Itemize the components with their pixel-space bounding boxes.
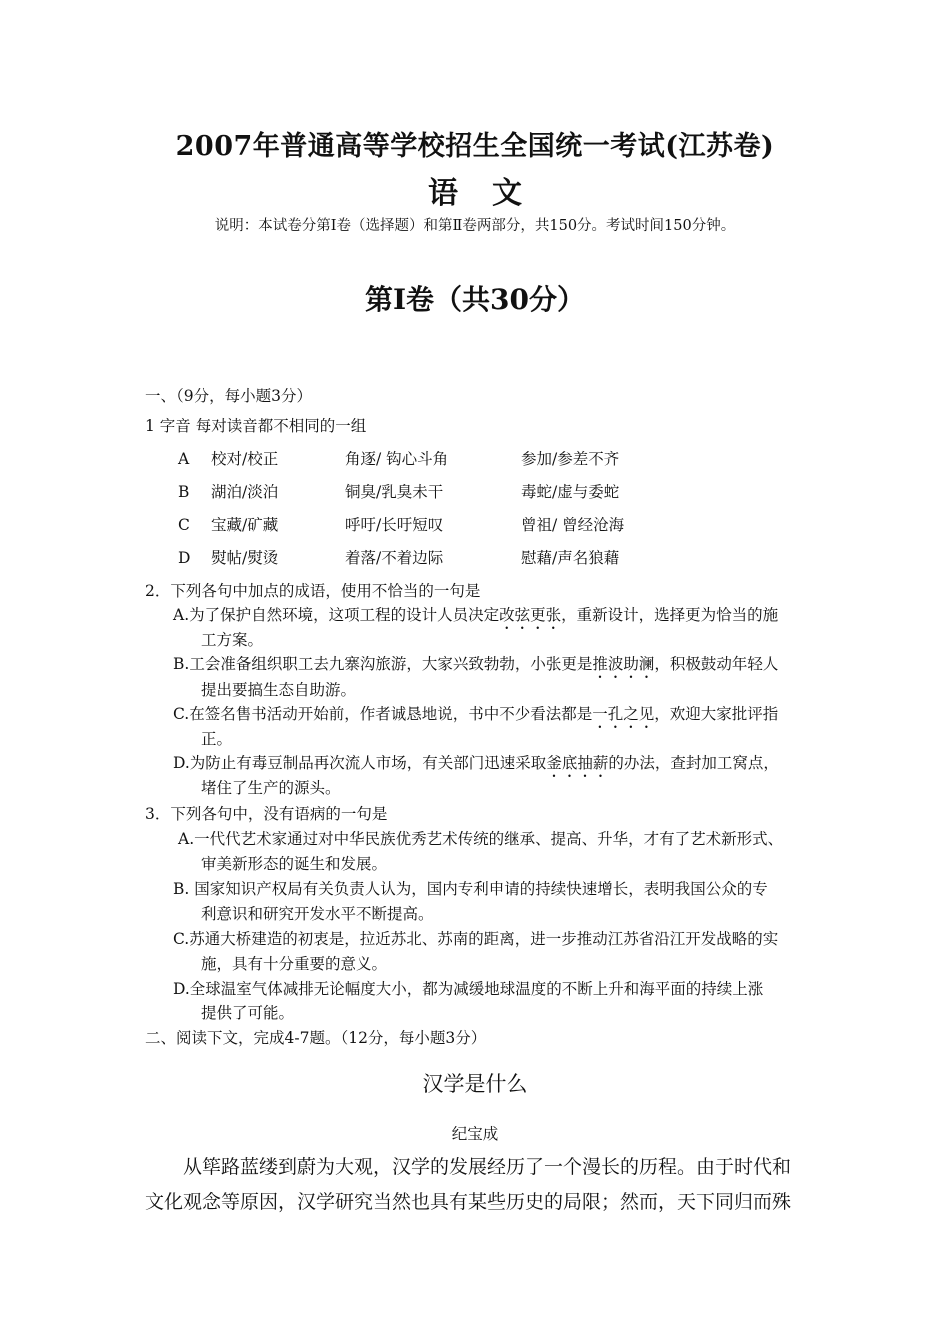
subject-title: 语文 [428, 176, 556, 211]
question-3-option-a-line2: 审美新形态的诞生和发展。 [201, 855, 388, 873]
question-3-option-b-line2: 利意识和研究开发水平不断提高。 [201, 905, 434, 923]
option-letter: B [178, 483, 190, 501]
section-one-heading: 一、（9分，每小题3分） [145, 387, 312, 405]
emphasized-idiom: 一孔之见 [592, 705, 655, 723]
question-3-stem: 3．下列各句中，没有语病的一句是 [145, 805, 388, 823]
option-word-2: 角逐/ 钩心斗角 [345, 450, 449, 468]
option-word-2: 铜臭/乳臭未干 [345, 483, 444, 501]
option-word-3: 慰藉/声名狼藉 [521, 549, 620, 567]
emphasized-idiom: 釜底抽薪 [546, 754, 609, 772]
option-word-1: 熨帖/熨烫 [211, 549, 279, 567]
question-3-option-d-line1: D.全球温室气体减排无论幅度大小，都为减缓地球温度的不断上升和海平面的持续上涨 [173, 980, 764, 998]
question-3-option-d-line2: 提供了可能。 [201, 1004, 295, 1022]
exam-title: 2007年普通高等学校招生全国统一考试(江苏卷) [175, 131, 775, 162]
option-word-2: 呼吁/长吁短叹 [345, 516, 444, 534]
option-text: ，重新设计，选择更为恰当的施 [561, 606, 779, 624]
option-text: ，欢迎大家批评指 [654, 705, 779, 723]
question-2-option-d-line2: 堵住了生产的源头。 [201, 779, 341, 797]
question-3-option-c-line2: 施，具有十分重要的意义。 [201, 955, 388, 973]
emphasized-idiom: 改弦更张 [499, 606, 562, 624]
question-2-option-a-line2: 工方案。 [201, 631, 264, 649]
section-two-heading: 二、阅读下文，完成4-7题。（12分，每小题3分） [145, 1029, 487, 1047]
option-letter: A [178, 450, 190, 468]
question-1-stem: 1 字音 每对读音都不相同的一组 [145, 417, 367, 435]
article-paragraph-line-2: 文化观念等原因，汉学研究当然也具有某些历史的局限；然而，天下同归而殊 [145, 1191, 792, 1213]
article-paragraph-line-1: 从筚路蓝缕到蔚为大观，汉学的发展经历了一个漫长的历程。由于时代和 [183, 1156, 792, 1178]
exam-instructions: 说明：本试卷分第Ⅰ卷（选择题）和第Ⅱ卷两部分，共150分。考试时间150分钟。 [214, 218, 736, 234]
question-3-option-b-line1: B. 国家知识产权局有关负责人认为，国内专利申请的持续快速增长，表明我国公众的专 [173, 880, 768, 898]
question-2-option-a-line1 [173, 604, 778, 633]
option-text: 的办法，查封加工窝点， [608, 754, 779, 772]
question-2-stem: 2．下列各句中加点的成语，使用不恰当的一句是 [145, 582, 481, 600]
question-2-option-b-line2: 提出要搞生态自助游。 [201, 681, 357, 699]
question-2-option-c-line1 [173, 703, 778, 732]
option-letter: D [178, 549, 191, 567]
option-text: ，积极鼓动年轻人 [654, 655, 779, 673]
option-word-1: 湖泊/淡泊 [211, 483, 279, 501]
question-2-option-c-line2: 正。 [201, 730, 233, 748]
option-word-3: 毒蛇/虚与委蛇 [521, 483, 620, 501]
article-author: 纪宝成 [451, 1125, 499, 1143]
part-one-title: 第Ⅰ卷（共30分） [364, 283, 586, 316]
question-2-option-b-line1 [173, 653, 778, 682]
option-word-2: 着落/不着边际 [345, 549, 444, 567]
option-word-3: 曾祖/ 曾经沧海 [521, 516, 625, 534]
emphasized-idiom: 推波助澜 [592, 655, 655, 673]
option-text: D.为防止有毒豆制品再次流人市场，有关部门迅速采取 [173, 754, 547, 772]
option-text: A.为了保护自然环境，这项工程的设计人员决定 [173, 606, 500, 624]
option-word-1: 校对/校正 [211, 450, 279, 468]
article-title: 汉学是什么 [422, 1072, 528, 1096]
option-text: B.工会准备组织职工去九寨沟旅游，大家兴致勃勃，小张更是 [173, 655, 593, 673]
option-word-3: 参加/参差不齐 [521, 450, 620, 468]
option-word-1: 宝藏/矿藏 [211, 516, 279, 534]
question-3-option-a-line1: A.一代代艺术家通过对中华民族优秀艺术传统的继承、提高、升华，才有了艺术新形式、 [178, 830, 784, 848]
question-3-option-c-line1: C.苏通大桥建造的初衷是，拉近苏北、苏南的距离，进一步推动江苏省沿江开发战略的实 [173, 930, 779, 948]
option-text: C.在签名售书活动开始前，作者诚恳地说，书中不少看法都是 [173, 705, 593, 723]
option-letter: C [178, 516, 190, 534]
